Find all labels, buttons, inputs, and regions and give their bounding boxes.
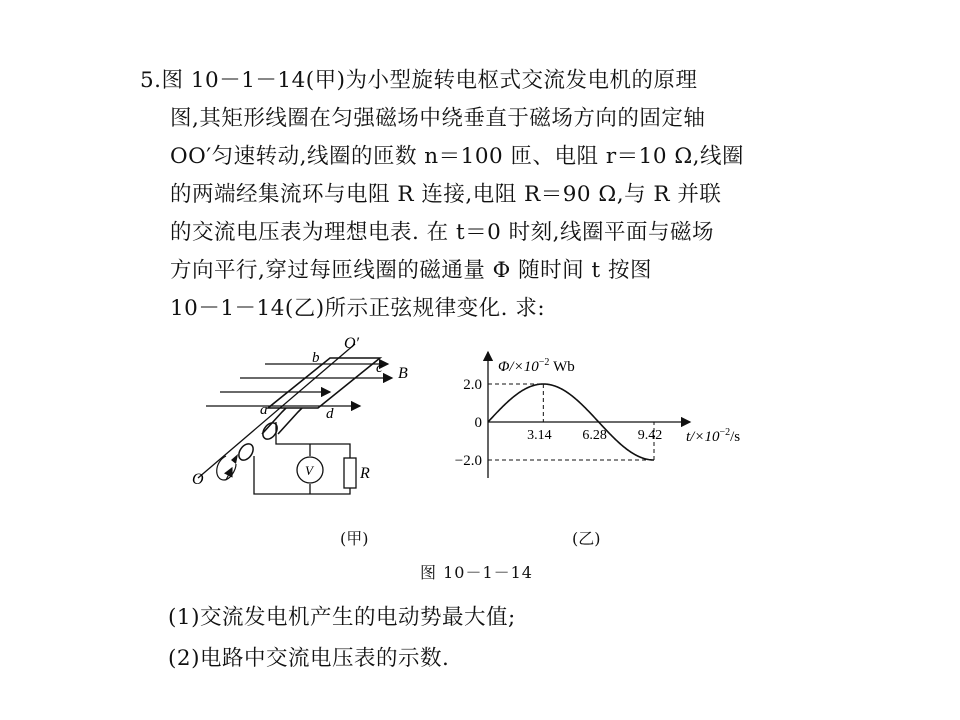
flux-chart <box>0 330 960 530</box>
caption-yi: (乙) <box>572 529 601 548</box>
problem-text <box>140 62 790 328</box>
x-axis-label: $t/\times 10^{-2}/s$ <box>686 427 741 445</box>
question-1: (1)交流发电机产生的电动势最大值; <box>168 605 516 630</box>
label-B: B <box>398 365 408 382</box>
y-tick-label: 2.0 <box>463 377 482 393</box>
label-R: R <box>360 465 370 482</box>
label-a: a <box>260 402 268 418</box>
label-b: b <box>312 350 320 366</box>
problem-line: 的交流电压表为理想电表. 在 t＝0 时刻,线圈平面与磁场 <box>170 220 714 245</box>
label-V: V <box>305 463 313 478</box>
problem-line: 方向平行,穿过每匝线圈的磁通量 Φ 随时间 t 按图 <box>170 258 652 283</box>
caption-jia: (甲) <box>340 529 369 548</box>
problem-line: OO′匀速转动,线圈的匝数 n＝100 匝、电阻 r＝10 Ω,线圈 <box>170 144 744 169</box>
label-d: d <box>326 406 334 422</box>
x-tick-label: 9.42 <box>637 428 663 443</box>
y-tick-label: 0 <box>474 415 482 431</box>
y-axis-label: $\Phi/\times 10^{-2}$ Wb <box>498 357 575 375</box>
problem-number: 5. <box>140 68 162 93</box>
y-tick-label: −2.0 <box>454 453 482 469</box>
problem-line <box>140 62 790 100</box>
label-O: O <box>192 471 204 488</box>
x-tick-label: 6.28 <box>582 428 607 443</box>
problem-line: 的两端经集流环与电阻 R 连接,电阻 R＝90 Ω,与 R 并联 <box>170 182 722 207</box>
problem-line: 10－1－14(乙)所示正弦规律变化. 求: <box>170 296 546 321</box>
figure-caption: 图 10－1－14 <box>420 563 533 582</box>
problem-line: 图,其矩形线圈在匀强磁场中绕垂直于磁场方向的固定轴 <box>170 106 706 131</box>
label-c: c <box>376 360 383 376</box>
label-O-prime: O′ <box>344 335 360 352</box>
question-2: (2)电路中交流电压表的示数. <box>168 646 450 671</box>
problem-line-text: 图 10－1－14(甲)为小型旋转电枢式交流发电机的原理 <box>161 68 698 93</box>
figure-area <box>0 330 960 590</box>
x-tick-label: 3.14 <box>527 428 552 443</box>
